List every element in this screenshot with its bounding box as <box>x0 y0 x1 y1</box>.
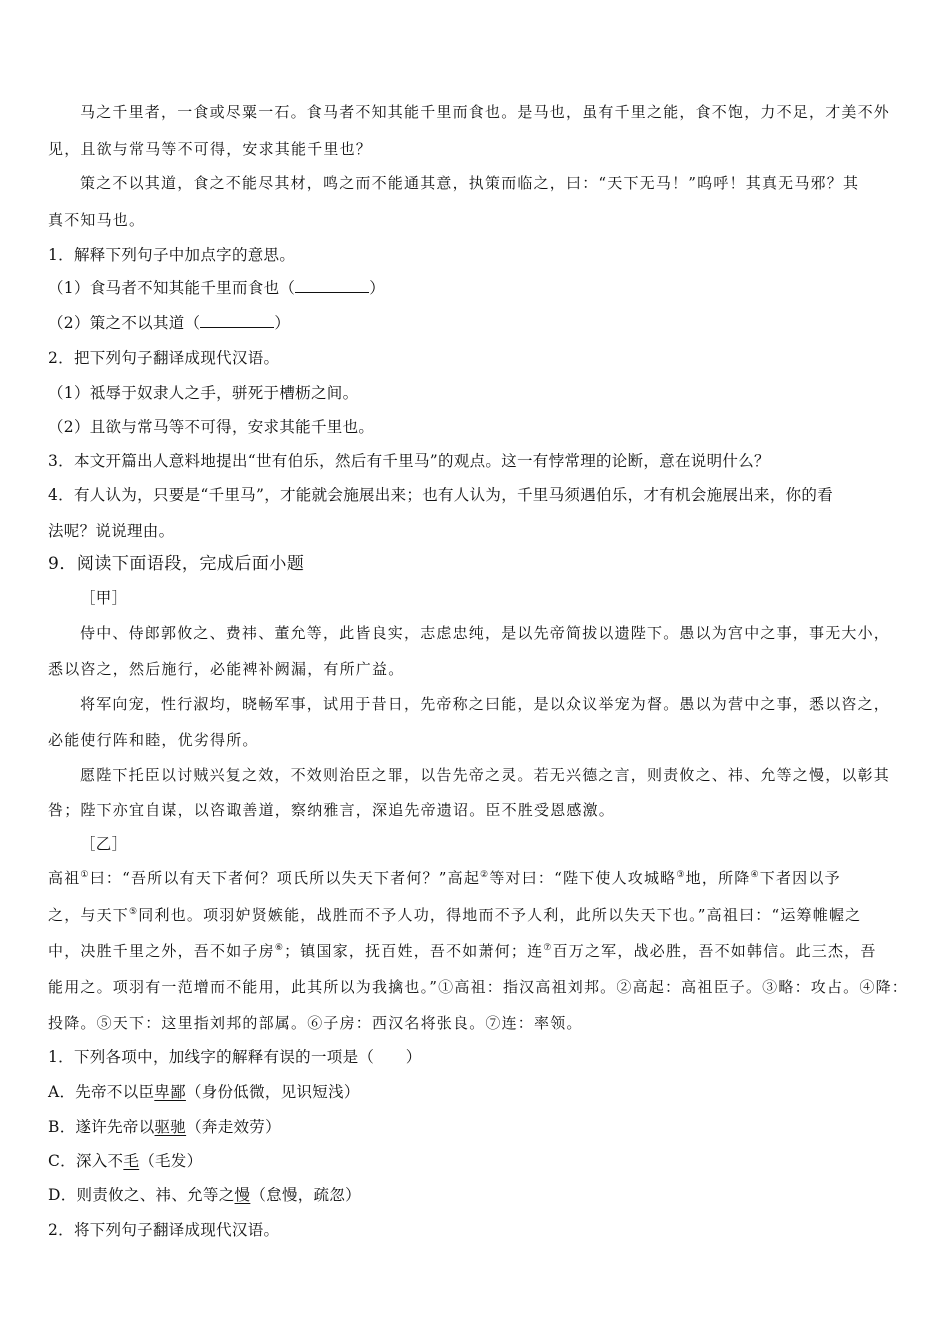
underlined-word: 毛 <box>123 1152 140 1170</box>
jia-paragraph-3: 愿陛下托臣以讨贼兴复之效，不效则治臣之罪，以告先帝之灵。若无兴德之言，则责攸之、祎、允等之慢，以彰其 <box>80 766 891 784</box>
passage-paragraph-2: 策之不以其道，食之不能尽其材，鸣之而不能通其意，执策而临之，曰：“天下无马！”呜呼！其真无马邪？其 <box>80 174 860 192</box>
question-4-stem: 4．有人认为，只要是“千里马”，才能就会施展出来；也有人认为，千里马须遇伯乐，才有机会施展出来，你的看 <box>48 486 834 504</box>
jia-paragraph-3-cont: 咎；陛下亦宜自谋，以咨诹善道，察纳雅言，深追先帝遗诏。臣不胜受恩感激。 <box>48 801 616 819</box>
answer-blank[interactable] <box>295 277 369 293</box>
yi-text: 曰：“吾所以有天下者何？项氏所以失天下者何？”高起 <box>89 869 481 887</box>
yi-text: 之，与天下 <box>48 906 130 924</box>
yi-line-2 <box>48 904 908 926</box>
footnote-mark: ② <box>480 870 490 880</box>
section-jia-label: ［甲］ <box>80 589 128 607</box>
underlined-word: 慢 <box>234 1186 251 1204</box>
footnote-mark: ④ <box>750 870 760 880</box>
option-text: （毛发） <box>139 1152 203 1170</box>
mc-option-d[interactable] <box>48 1184 908 1206</box>
question-1-item-2 <box>48 312 908 334</box>
mc-option-c[interactable] <box>48 1150 908 1172</box>
yi-text: 高祖 <box>48 869 81 887</box>
option-text: D．则责攸之、祎、允等之 <box>48 1186 235 1204</box>
mc-option-a[interactable] <box>48 1081 908 1103</box>
option-text: （奔走效劳） <box>186 1118 281 1136</box>
footnote-mark: ⑦ <box>543 943 553 953</box>
item-text: （1）食马者不知其能千里而 <box>48 279 248 297</box>
mc-question-stem: 1．下列各项中，加线字的解释有误的一项是（ ） <box>48 1048 422 1066</box>
passage-paragraph-1-cont: 见，且欲与常马等不可得，安求其能千里也？ <box>48 140 373 158</box>
jia-paragraph-2-cont: 必能使行阵和睦，优劣得所。 <box>48 731 259 749</box>
passage-paragraph-2-cont: 真不知马也。 <box>48 211 146 229</box>
item-text: 也（ <box>263 279 296 297</box>
underlined-word: 卑鄙 <box>154 1083 186 1101</box>
section-yi-label: ［乙］ <box>80 835 128 853</box>
footnote-mark: ③ <box>676 870 686 880</box>
yi-line-5: 投降。⑤天下：这里指刘邦的部属。⑥子房：西汉名将张良。⑦连：率领。 <box>48 1014 583 1032</box>
yi-text: 下者因以予 <box>759 869 841 887</box>
footnote-mark: ① <box>80 870 90 880</box>
yi-text: 等对曰：“陛下使人攻城略 <box>489 869 677 887</box>
yi-text: 地，所降 <box>685 869 751 887</box>
yi-text: ；镇国家，抚百姓，吾不如萧何；连 <box>284 942 544 960</box>
item-text: ） <box>274 314 291 332</box>
yi-text: 百万之军，战必胜，吾不如韩信。此三杰，吾 <box>552 942 877 960</box>
jia-paragraph-1-cont: 悉以咨之，然后施行，必能裨补阙漏，有所广益。 <box>48 660 405 678</box>
jia-paragraph-2: 将军向宠，性行淑均，晓畅军事，试用于昔日，先帝称之曰能，是以众议举宠为督。愚以为营中之事，悉以咨之， <box>80 695 891 713</box>
yi-line-3 <box>48 940 908 962</box>
footnote-mark: ⑥ <box>274 943 285 953</box>
question-9-title: 9．阅读下面语段，完成后面小题 <box>48 554 305 574</box>
yi-text: 中，决胜千里之外，吾不如子房 <box>48 942 275 960</box>
footnote-mark: ⑤ <box>129 907 139 917</box>
yi-line-4: 能用之。项羽有一范增而不能用，此其所以为我擒也。”①高祖：指汉高祖刘邦。②高起：高祖臣子。③略：攻占。④降： <box>48 978 908 996</box>
passage-paragraph-1: 马之千里者，一食或尽粟一石。食马者不知其能千里而食也。是马也，虽有千里之能，食不饱，力不足，才美不外 <box>80 103 891 121</box>
underlined-word: 驱驰 <box>154 1118 187 1136</box>
item-text: ） <box>369 279 385 297</box>
item-text: （2）策之不以其道（ <box>48 314 201 332</box>
mc-option-b[interactable] <box>48 1116 908 1138</box>
question-4-stem-cont: 法呢？说说理由。 <box>48 522 175 540</box>
option-text: C．深入不 <box>48 1152 124 1170</box>
dotted-char: 食 <box>247 279 264 297</box>
yi-line-1 <box>48 867 908 889</box>
question-2-stem: 2．把下列句子翻译成现代汉语。 <box>48 349 280 367</box>
answer-blank[interactable] <box>200 312 274 328</box>
translation-question-stem: 2．将下列句子翻译成现代汉语。 <box>48 1221 280 1239</box>
question-1-stem: 1．解释下列句子中加点字的意思。 <box>48 246 296 264</box>
option-text: A．先帝不以臣 <box>48 1083 155 1101</box>
option-text: （怠慢，疏忽） <box>250 1186 361 1204</box>
question-3-stem: 3．本文开篇出人意料地提出“世有伯乐，然后有千里马”的观点。这一有悖常理的论断，意在说明什么？ <box>48 452 770 470</box>
question-1-item-1 <box>48 277 908 299</box>
option-text: B．遂许先帝以 <box>48 1118 155 1136</box>
option-text: （身份低微，见识短浅） <box>185 1083 360 1101</box>
question-2-item-2: （2）且欲与常马等不可得，安求其能千里也。 <box>48 418 375 436</box>
question-2-item-1: （1）祗辱于奴隶人之手，骈死于槽枥之间。 <box>48 384 359 402</box>
jia-paragraph-1: 侍中、侍郎郭攸之、费祎、董允等，此皆良实，志虑忠纯，是以先帝简拔以遗陛下。愚以为宫中之事，事无大小， <box>80 624 891 642</box>
yi-text: 同利也。项羽妒贤嫉能，战胜而不予人功，得地而不予人利，此所以失天下也。”高祖曰：“运筹帷幄之 <box>138 906 862 924</box>
